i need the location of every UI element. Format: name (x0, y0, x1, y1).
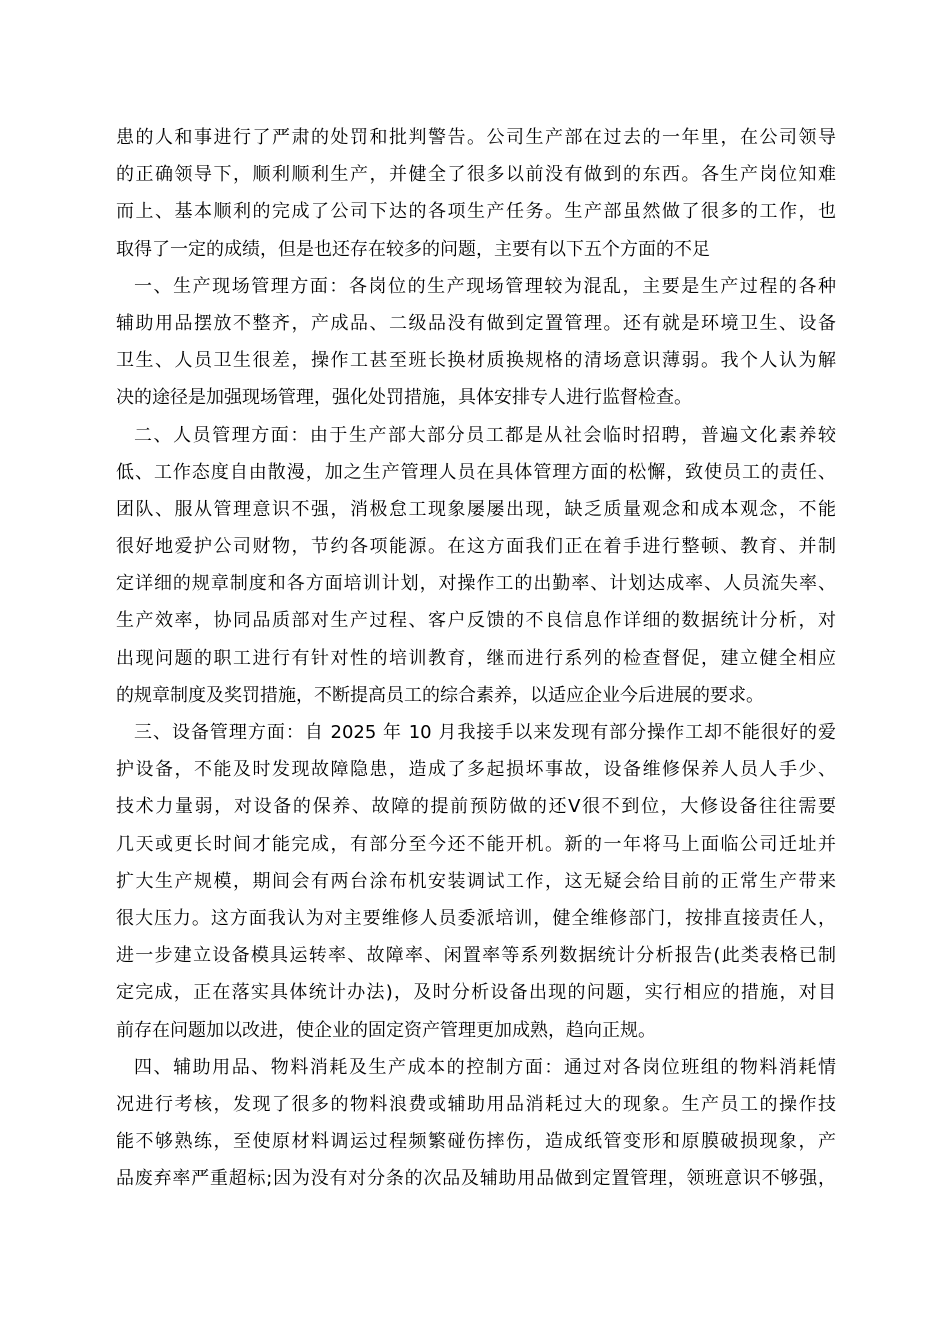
text-line: 生产效率，协同品质部对生产过程、客户反馈的不良信息作详细的数据统计分析，对 (116, 610, 836, 632)
text-line: 出现问题的职工进行有针对性的培训教育，继而进行系列的检查督促，建立健全相应 (116, 647, 836, 669)
text-line: 四、辅助用品、物料消耗及生产成本的控制方面：通过对各岗位班组的物料消耗情 (134, 1056, 836, 1078)
text-line: 品废弃率严重超标;因为没有对分条的次品及辅助用品做到定置管理，领班意识不够强， (116, 1168, 836, 1190)
text-line: 决的途径是加强现场管理，强化处罚措施，具体安排专人进行监督检查。 (116, 387, 692, 409)
text-line: 三、设备管理方面：自 2025 年 10 月我接手以来发现有部分操作工却不能很好的爱 (134, 722, 836, 743)
text-line: 患的人和事进行了严肃的处罚和批判警告。公司生产部在过去的一年里，在公司领导 (116, 127, 836, 148)
text-line: 的规章制度及奖罚措施，不断提高员工的综合素养，以适应企业今后进展的要求。 (116, 684, 764, 706)
text-line: 而上、基本顺利的完成了公司下达的各项生产任务。生产部虽然做了很多的工作，也 (116, 201, 836, 223)
text-line: 定完成，正在落实具体统计办法)，及时分析设备出现的问题，实行相应的措施，对目 (116, 982, 836, 1004)
text-line: 进一步建立设备模具运转率、故障率、闲置率等系列数据统计分析报告(此类表格已制 (116, 945, 836, 967)
text-line: 能不够熟练，至使原材料调运过程频繁碰伤摔伤，造成纸管变形和原膜破损现象，产 (116, 1131, 836, 1153)
text-line: 取得了一定的成绩，但是也还存在较多的问题，主要有以下五个方面的不足 (116, 238, 710, 260)
text-line: 卫生、人员卫生很差，操作工甚至班长换材质换规格的清场意识薄弱。我个人认为解 (116, 350, 836, 372)
text-line: 前存在问题加以改进，使企业的固定资产管理更加成熟，趋向正规。 (116, 1019, 656, 1041)
text-line: 二、人员管理方面：由于生产部大部分员工都是从社会临时招聘，普遍文化素养较 (134, 424, 836, 446)
text-line: 护设备，不能及时发现故障隐患，造成了多起损坏事故，设备维修保养人员人手少、 (116, 759, 836, 781)
text-line: 很好地爱护公司财物，节约各项能源。在这方面我们正在着手进行整顿、教育、并制 (116, 536, 836, 558)
body-text (116, 119, 836, 1197)
text-line: 低、工作态度自由散漫，加之生产管理人员在具体管理方面的松懈，致使员工的责任、 (116, 461, 836, 483)
text-line: 况进行考核，发现了很多的物料浪费或辅助用品消耗过大的现象。生产员工的操作技 (116, 1093, 836, 1115)
text-line: 辅助用品摆放不整齐，产成品、二级品没有做到定置管理。还有就是环境卫生、设备 (116, 312, 836, 334)
text-line: 一、生产现场管理方面：各岗位的生产现场管理较为混乱，主要是生产过程的各种 (134, 275, 836, 297)
text-line: 很大压力。这方面我认为对主要维修人员委派培训，健全维修部门，按排直接责任人， (116, 907, 836, 929)
text-line: 的正确领导下，顺利顺利生产，并健全了很多以前没有做到的东西。各生产岗位知难 (116, 164, 836, 186)
text-line: 几天或更长时间才能完成，有部分至今还不能开机。新的一年将马上面临公司迁址并 (116, 833, 836, 855)
text-line: 团队、服从管理意识不强，消极怠工现象屡屡出现，缺乏质量观念和成本观念，不能 (116, 498, 836, 520)
text-line: 定详细的规章制度和各方面培训计划，对操作工的出勤率、计划达成率、人员流失率、 (116, 573, 836, 595)
text-line: 技术力量弱，对设备的保养、故障的提前预防做的还Ⅴ很不到位，大修设备往往需要 (116, 796, 836, 818)
text-line: 扩大生产规模，期间会有两台涂布机安装调试工作，这无疑会给目前的正常生产带来 (116, 870, 836, 892)
